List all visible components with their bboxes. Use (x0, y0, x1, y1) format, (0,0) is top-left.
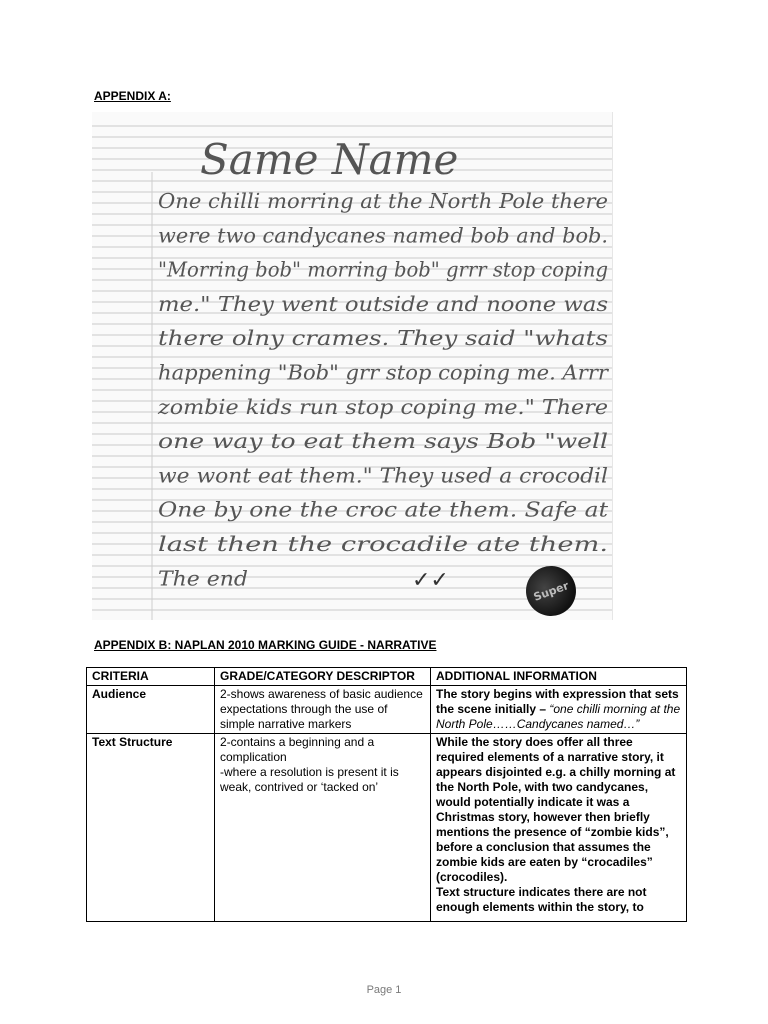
handwritten-line: happening "Bob" grr stop coping me. Arrr (158, 360, 610, 385)
handwritten-line: "Morring bob" morring bob" grrr stop coping (158, 257, 608, 282)
appendix-a-heading: APPENDIX A: (94, 89, 171, 103)
handwritten-line: last then the crocadile ate them. (158, 532, 608, 556)
info-text: The story begins with expression that sets the scene initially – (436, 687, 679, 716)
teacher-tick-marks: ✓✓ (412, 568, 449, 593)
criteria-cell: Audience (87, 686, 215, 734)
header-descriptor: GRADE/CATEGORY DESCRIPTOR (215, 668, 431, 686)
info-quote: “one chilli morning at the North Pole……Candycanes named…” (436, 702, 681, 731)
super-sticker: Super (519, 559, 583, 623)
handwritten-line: we wont eat them." They used a crocodil (158, 463, 608, 488)
handwritten-story-scan (92, 112, 613, 620)
header-additional-info: ADDITIONAL INFORMATION (431, 668, 687, 686)
handwritten-line: there olny crames. They said "whats (158, 326, 608, 351)
handwritten-line: were two candycanes named bob and bob. (158, 223, 608, 248)
handwritten-line: One by one the croc ate them. Safe at (158, 497, 609, 522)
page-number: Page 1 (366, 984, 402, 996)
lined-paper (92, 112, 612, 620)
table-row (87, 686, 687, 734)
descriptor-line: -where a resolution is present it is weak, contrived or ‘tacked on’ (220, 765, 399, 794)
descriptor-cell: 2-shows awareness of basic audience expectations through the use of simple narrative markers (215, 686, 431, 734)
handwritten-line: one way to eat them says Bob "well (158, 429, 608, 454)
header-criteria: CRITERIA (87, 668, 215, 686)
handwritten-line: The end (158, 566, 248, 591)
descriptor-line: 2-contains a beginning and a complication (220, 735, 375, 764)
handwritten-line: me." They went outside and noone was (158, 291, 608, 316)
handwritten-line: One chilli morring at the North Pole there (158, 189, 608, 213)
appendix-b-heading: APPENDIX B: NAPLAN 2010 MARKING GUIDE - NARRATIVE (94, 638, 437, 652)
table-header-row (87, 668, 687, 686)
table-row (87, 734, 687, 922)
info-cell (431, 686, 687, 734)
descriptor-cell (215, 734, 431, 922)
marking-guide-table (86, 667, 687, 922)
info-paragraph: Text structure indicates there are not enough elements within the story, to (436, 885, 647, 914)
story-title: Same Name (200, 135, 459, 184)
handwritten-line: zombie kids run stop coping me." There (156, 394, 608, 419)
info-cell (431, 734, 687, 922)
criteria-cell: Text Structure (87, 734, 215, 922)
info-paragraph: While the story does offer all three required elements of a narrative story, it appears disjointed e.g. a chilly morning at the North Pole, with two candycanes, would potentially indicate it was a Christmas story, however then briefly mentions the presence of “zombie kids”, before a conclusion that assumes the zombie kids are eaten by “crocadiles” (crocodiles). (436, 735, 676, 884)
